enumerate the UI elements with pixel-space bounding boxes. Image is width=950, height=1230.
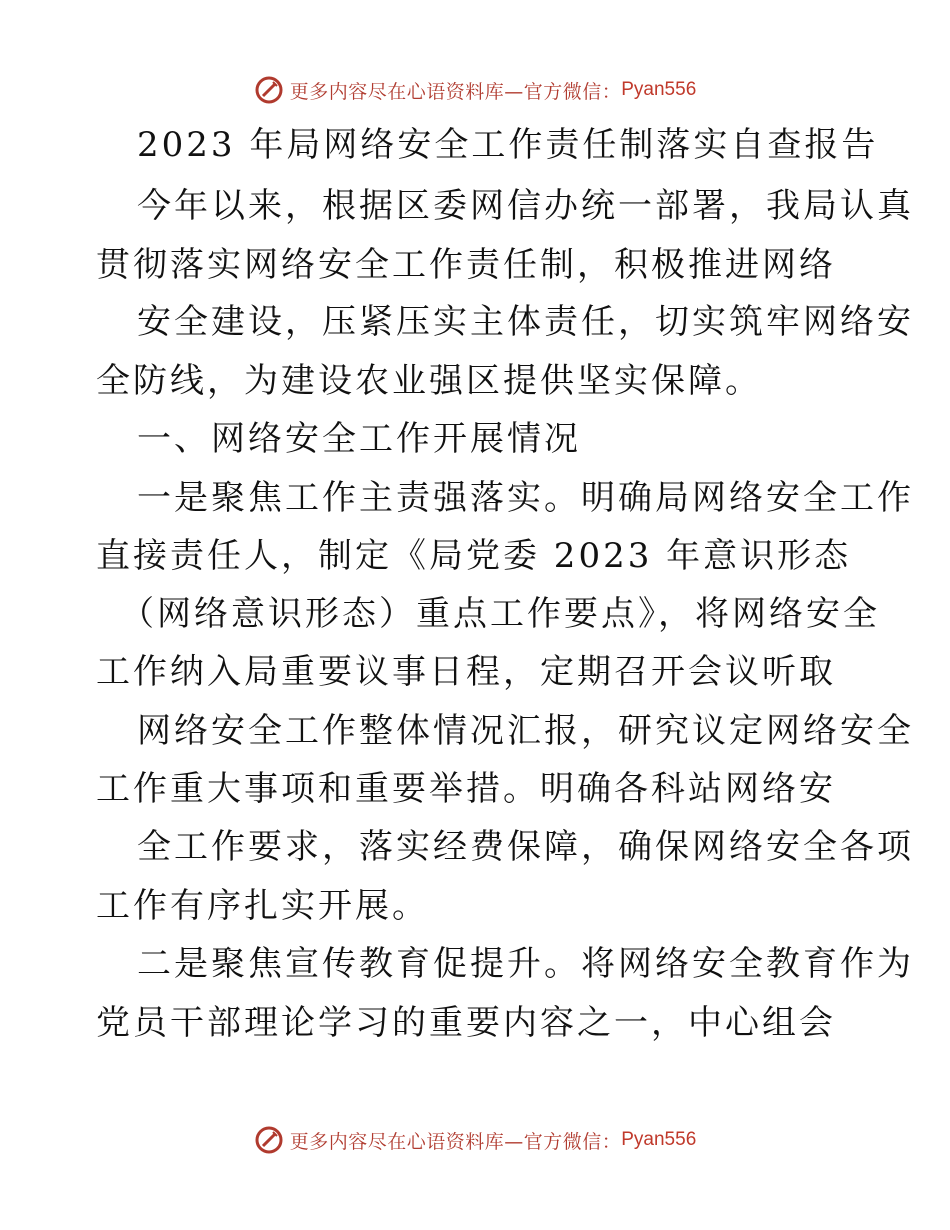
paragraph-line: 安全建设，压紧压实主体责任，切实筑牢网络安 xyxy=(137,302,914,342)
paragraph-line: 今年以来，根据区委网信办统一部署，我局认真 xyxy=(137,186,914,226)
paragraph-line: （网络意识形态）重点工作要点》，将网络安全 xyxy=(120,594,880,634)
watermark-banner-top xyxy=(0,70,950,110)
paragraph-line: 党员干部理论学习的重要内容之一，中心组会 xyxy=(96,1003,836,1043)
watermark-banner-bottom xyxy=(0,1120,950,1160)
paragraph-line: 全防线，为建设农业强区提供坚实保障。 xyxy=(96,361,762,401)
paragraph-line: 工作有序扎实开展。 xyxy=(96,886,429,926)
watermark-text: 更多内容尽在心语资料库—官方微信： xyxy=(289,80,622,103)
section-heading: 一、网络安全工作开展情况 xyxy=(137,419,581,459)
paragraph-line: 贯彻落实网络安全工作责任制，积极推进网络 xyxy=(96,245,836,285)
paragraph-line: 直接责任人，制定《局党委 2023 年意识形态 xyxy=(96,536,852,576)
paragraph-line: 全工作要求，落实经费保障，确保网络安全各项 xyxy=(137,827,914,867)
paragraph-line: 工作纳入局重要议事日程，定期召开会议听取 xyxy=(96,652,836,692)
pen-logo-icon xyxy=(254,75,284,105)
paragraph-line: 网络安全工作整体情况汇报，研究议定网络安全 xyxy=(137,711,914,751)
watermark-wechat-id: Pyan556 xyxy=(621,79,697,100)
watermark-wechat-id: Pyan556 xyxy=(621,1129,697,1150)
pen-logo-icon xyxy=(254,1125,284,1155)
watermark-text: 更多内容尽在心语资料库—官方微信： xyxy=(289,1130,622,1153)
paragraph-line: 二是聚焦宣传教育促提升。将网络安全教育作为 xyxy=(137,944,914,984)
paragraph-line: 工作重大事项和重要举措。明确各科站网络安 xyxy=(96,769,836,809)
document-title: 2023 年局网络安全工作责任制落实自查报告 xyxy=(137,125,879,165)
paragraph-line: 一是聚焦工作主责强落实。明确局网络安全工作 xyxy=(137,478,914,518)
